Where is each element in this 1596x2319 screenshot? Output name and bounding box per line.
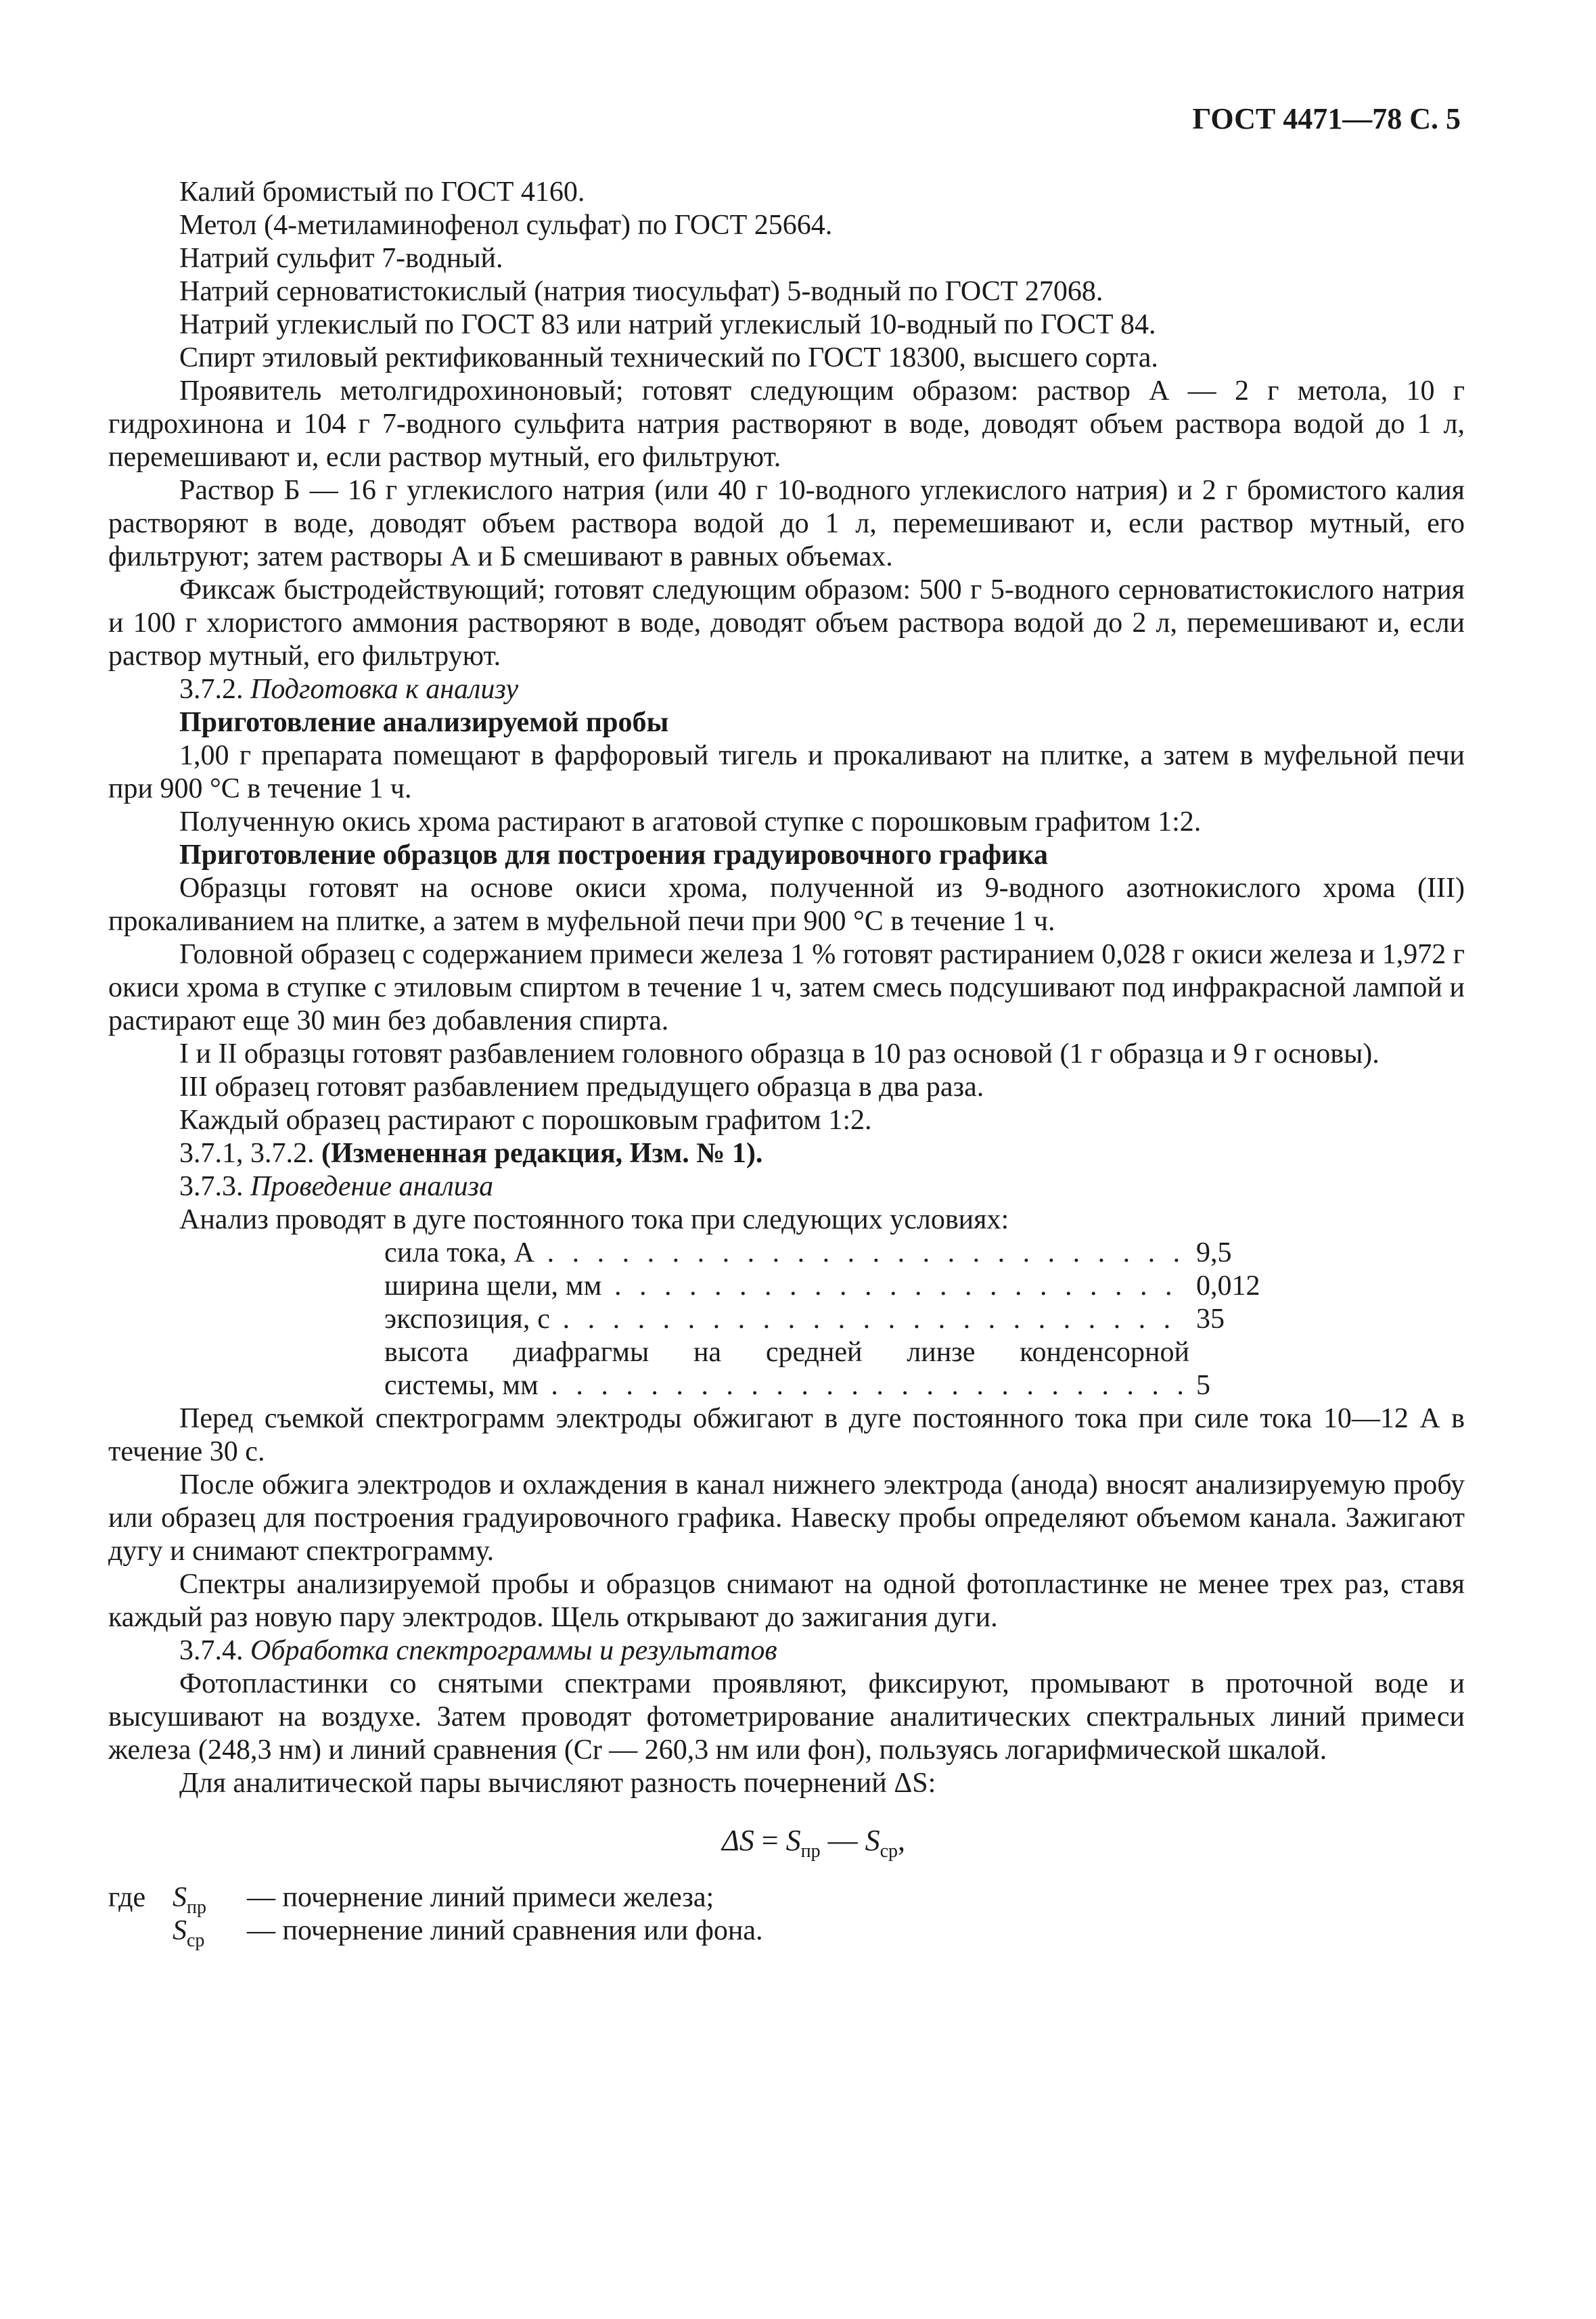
section-title: Подготовка к анализу xyxy=(250,674,519,705)
condition-row xyxy=(384,1369,1291,1402)
where-definition: — почернение линий сравнения или фона. xyxy=(247,1915,763,1946)
reagent-item: Натрий сульфит 7-водный. xyxy=(179,243,503,274)
paragraph: Полученную окись хрома растирают в агатовой ступке с порошковым графитом 1:2. xyxy=(179,806,1202,837)
section-heading-3-7-2 xyxy=(108,673,1465,706)
condition-row xyxy=(384,1270,1291,1303)
paragraph: Спектры анализируемой пробы и образцов снимают на одной фотопластинке не менее трех раз, ставя каждый раз новую пару электродов. Щель открывают до зажигания дуги. xyxy=(108,1569,1465,1633)
paragraph: Образцы готовят на основе окиси хрома, полученной из 9-водного азотнокислого хрома (III) прокаливанием на плитке, а затем в муфельной печи при 900 °С в течение 1 ч. xyxy=(108,873,1465,937)
section-title: Проведение анализа xyxy=(250,1171,494,1202)
condition-value: 5 xyxy=(1196,1370,1210,1401)
condition-value: 9,5 xyxy=(1196,1237,1232,1268)
amendment-refs: 3.7.1, 3.7.2. xyxy=(179,1138,315,1169)
where-word: где xyxy=(108,1882,146,1913)
formula-equals: = xyxy=(754,1824,786,1857)
symbol-sub: пр xyxy=(187,1897,206,1918)
reagent-item: Спирт этиловый ректификованный технический по ГОСТ 18300, высшего сорта. xyxy=(179,342,1158,373)
paragraph: 1,00 г препарата помещают в фарфоровый тигель и прокаливают на плитке, а затем в муфельной печи при 900 °С в течение 1 ч. xyxy=(108,740,1465,804)
reagent-item: Метол (4-метиламинофенол сульфат) по ГОСТ 25664. xyxy=(179,210,833,241)
where-row xyxy=(108,1914,1465,1951)
condition-value: 35 xyxy=(1196,1304,1225,1335)
condition-label: высота диафрагмы на средней линзе конденсорной xyxy=(384,1337,1189,1368)
fixer-paragraph: Фиксаж быстродействующий; готовят следующим образом: 500 г 5-водного серноватистокислого натрия и 100 г хлористого аммония растворяют в воде, доводят объем раствора водой до 2 л, перемешивают и, если раствор мутный, его фильтруют. xyxy=(108,574,1465,672)
condition-label: ширина щели, мм . . . xyxy=(384,1270,1189,1303)
subheading: Приготовление анализируемой пробы xyxy=(179,707,669,738)
amendment-note xyxy=(108,1137,1465,1170)
document-body xyxy=(108,176,1465,1951)
section-number: 3.7.4. xyxy=(179,1635,244,1666)
formula-comma: , xyxy=(898,1824,906,1857)
formula xyxy=(108,1820,1465,1861)
paragraph: Для аналитической пары вычисляют разность почернений ΔS: xyxy=(179,1768,936,1799)
condition-row xyxy=(384,1303,1291,1336)
page-header: ГОСТ 4471—78 С. 5 xyxy=(1192,102,1461,135)
amendment-text: (Измененная редакция, Изм. № 1). xyxy=(321,1138,763,1169)
paragraph: Головной образец с содержанием примеси железа 1 % готовят растиранием 0,028 г окиси железа и 1,972 г окиси хрома в ступке с этиловым спиртом в течение 1 ч, затем смесь подсушивают под инфракрасной лампой и растирают еще 30 мин без добавления спирта. xyxy=(108,939,1465,1036)
developer-paragraph: Проявитель метолгидрохиноновый; готовят следующим образом: раствор А — 2 г метола, 10 г гидрохинона и 104 г 7-водного сульфита натрия растворяют в воде, доводят объем раствора водой до 1 л, перемешивают и, если раствор мутный, его фильтруют. xyxy=(108,375,1465,473)
conditions-table xyxy=(384,1237,1291,1402)
condition-label: системы, мм . . . xyxy=(384,1369,1189,1402)
section-number: 3.7.2. xyxy=(179,674,244,705)
paragraph: После обжига электродов и охлаждения в канал нижнего электрода (анода) вносят анализируемую пробу или образец для построения градуировочного графика. Навеску пробы определяют объемом канала. Зажигают дугу и снимают спектрограмму. xyxy=(108,1469,1465,1567)
paragraph: I и II образцы готовят разбавлением головного образца в 10 раз основой (1 г образца и 9 г основы). xyxy=(179,1038,1380,1070)
symbol-s: S xyxy=(173,1882,187,1913)
reagent-item: Натрий углекислый по ГОСТ 83 или натрий углекислый 10-водный по ГОСТ 84. xyxy=(179,309,1156,340)
developer-solution-b: Раствор Б — 16 г углекислого натрия (или 40 г 10-водного углекислого натрия) и 2 г бромистого калия растворяют в воде, доводят объем раствора водой до 1 л, перемешивают и, если раствор мутный, его фильтруют; затем растворы А и Б смешивают в равных объемах. xyxy=(108,475,1465,572)
formula-s-term: S xyxy=(785,1824,801,1857)
reagent-item: Натрий серноватистокислый (натрия тиосульфат) 5-водный по ГОСТ 27068. xyxy=(179,276,1103,307)
paragraph: Анализ проводят в дуге постоянного тока при следующих условиях: xyxy=(179,1204,1009,1235)
section-heading-3-7-4 xyxy=(108,1634,1465,1668)
condition-row xyxy=(384,1237,1291,1270)
where-definition: — почернение линий примеси железа; xyxy=(247,1882,714,1913)
reagent-item: Калий бромистый по ГОСТ 4160. xyxy=(179,177,585,208)
formula-s-term: S xyxy=(865,1824,880,1857)
formula-sub-pr: пр xyxy=(800,1841,821,1862)
condition-row xyxy=(384,1336,1291,1369)
symbol-sub: ср xyxy=(187,1930,205,1951)
where-symbol xyxy=(173,1914,247,1951)
symbol-s: S xyxy=(173,1915,187,1946)
section-heading-3-7-3 xyxy=(108,1170,1465,1203)
subheading: Приготовление образцов для построения градуировочного графика xyxy=(179,840,1048,871)
section-title: Обработка спектрограммы и результатов xyxy=(250,1635,777,1666)
paragraph: Перед съемкой спектрограмм электроды обжигают в дуге постоянного тока при силе тока 10—12 А в течение 30 с. xyxy=(108,1403,1465,1467)
formula-lhs: ΔS xyxy=(721,1824,754,1857)
condition-label: сила тока, А . . . xyxy=(384,1237,1189,1270)
paragraph: Фотопластинки со снятыми спектрами проявляют, фиксируют, промывают в проточной воде и высушивают на воздухе. Затем проводят фотометрирование аналитических спектральных линий примеси железа (248,3 нм) и линий сравнения (Cr — 260,3 нм или фон), пользуясь логарифмической шкалой. xyxy=(108,1668,1465,1766)
where-row xyxy=(108,1881,1465,1918)
formula-sub-sr: ср xyxy=(880,1841,898,1862)
where-symbol xyxy=(173,1881,247,1918)
paragraph: III образец готовят разбавлением предыдущего образца в два раза. xyxy=(179,1072,984,1103)
formula-minus: — xyxy=(820,1824,865,1857)
condition-value: 0,012 xyxy=(1196,1270,1260,1302)
condition-label: экспозиция, с . . . xyxy=(384,1303,1189,1336)
paragraph: Каждый образец растирают с порошковым графитом 1:2. xyxy=(179,1105,872,1136)
section-number: 3.7.3. xyxy=(179,1171,244,1202)
